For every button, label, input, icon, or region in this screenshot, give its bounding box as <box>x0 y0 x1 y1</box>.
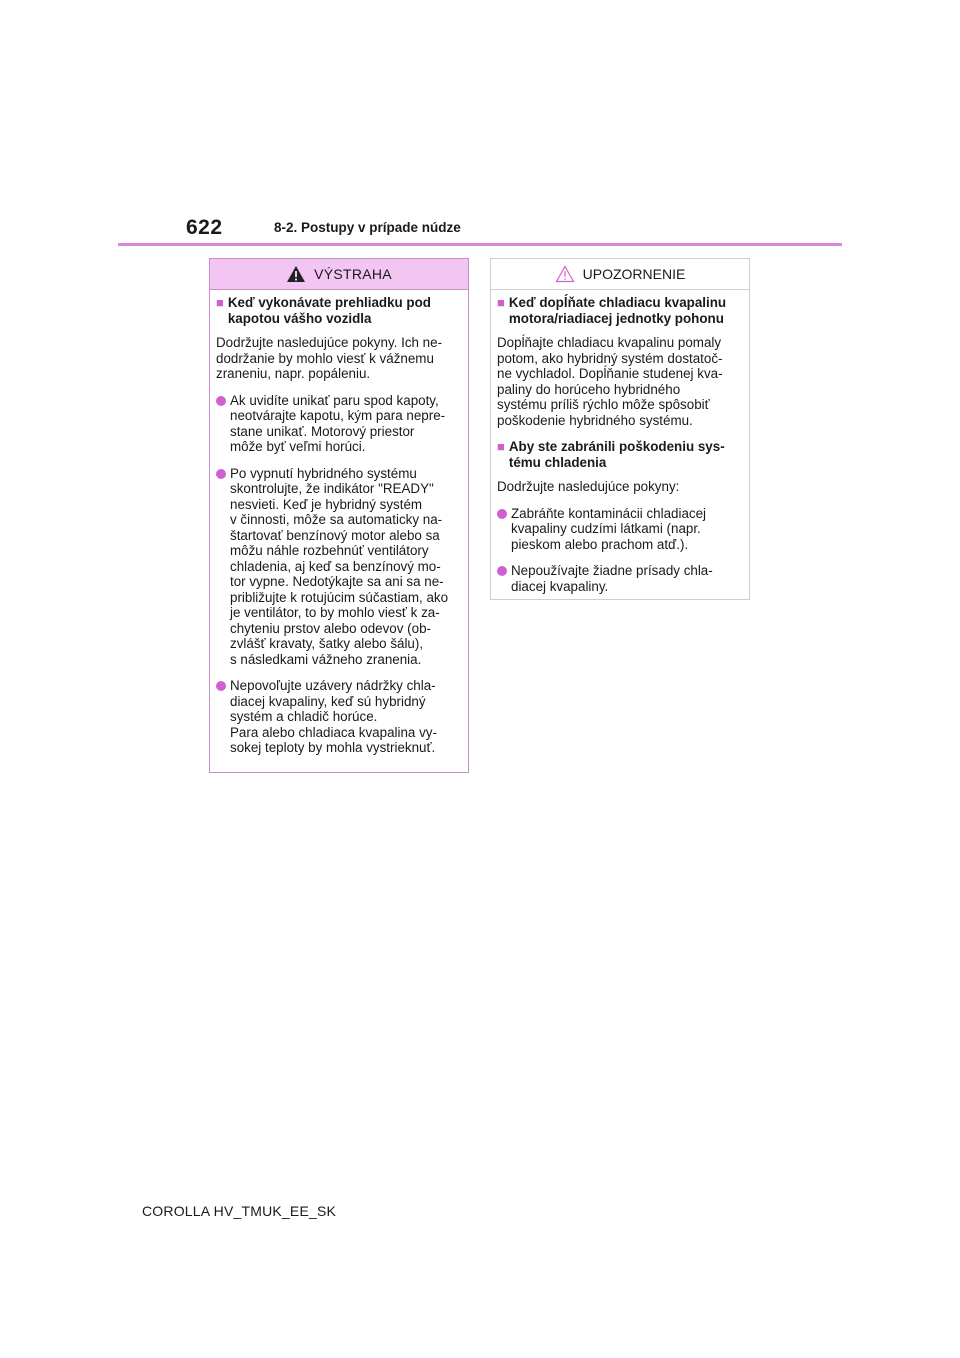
circle-bullet-icon <box>497 509 507 519</box>
notice-bullet-additives <box>497 563 743 594</box>
warning-heading-text: Keď vykonávate prehliadku pod kapotou vášho vozidla <box>227 295 431 326</box>
square-bullet-icon: ■ <box>497 295 505 310</box>
section-title: 8-2. Postupy v prípade núdze <box>274 220 461 235</box>
circle-bullet-icon <box>216 469 226 479</box>
notice-instructions: Dodržujte nasledujúce pokyny: <box>497 479 680 494</box>
warning-box-body <box>210 290 468 756</box>
notice-box <box>490 258 750 600</box>
warning-box-title: VÝSTRAHA <box>314 266 392 282</box>
square-bullet-icon: ■ <box>216 295 224 310</box>
page-number: 622 <box>186 216 223 239</box>
warning-intro: Dodržujte nasledujúce pokyny. Ich ne- dodržanie by mohlo viesť k vážnemu zraneniu, napr. popáleniu. <box>216 335 443 381</box>
notice-box-header <box>491 259 749 290</box>
notice-heading-refill <box>497 295 743 326</box>
caution-triangle-outline-icon <box>555 265 575 283</box>
notice-heading-damage <box>497 439 743 470</box>
warning-box-header <box>210 259 468 290</box>
warning-bullet-caps <box>216 678 462 756</box>
warning-bullet-ready <box>216 466 462 668</box>
notice-bullet-text: Zabráňte kontaminácii chladiacej kvapaliny cudzími látkami (napr. pieskom alebo prachom atď.). <box>511 505 707 552</box>
notice-bullet-contamination <box>497 506 743 553</box>
warning-triangle-icon <box>286 265 306 283</box>
warning-box <box>209 258 469 773</box>
warning-heading <box>216 295 462 326</box>
header-divider <box>118 243 842 246</box>
circle-bullet-icon <box>216 681 226 691</box>
notice-paragraph: Dopĺňajte chladiacu kvapalinu pomaly potom, ako hybridný systém dostatoč- ne vychladol. Dopĺňanie studenej kva- paliny do horúceho hybridného systému príliš rýchlo môže spôsobiť poškodenie hybridného systému. <box>497 335 723 428</box>
circle-bullet-icon <box>216 396 226 406</box>
circle-bullet-icon <box>497 566 507 576</box>
warning-bullet-steam <box>216 393 462 455</box>
warning-bullet-text: Po vypnutí hybridného systému skontrolujte, že indikátor "READY" nesvieti. Keď je hybridný systém v činnosti, môže sa automaticky na- štartovať benzínový motor alebo sa môžu náhle rozbehnúť ventilátory chladenia, aj keď sa benzínový mo- tor vypne. Nedotýkajte sa ani sa ne- približujte k rotujúcim súčastiam, ako je ventilátor, to by mohlo viesť k za- chyteniu prstov alebo odevov (ob- zvlášť kravaty, šatky alebo šálu), s následkami vážneho zranenia. <box>230 465 449 667</box>
notice-box-body <box>491 290 749 594</box>
notice-bullet-text: Nepoužívajte žiadne prísady chla- diacej kvapaliny. <box>511 563 713 594</box>
warning-bullet-text: Nepovoľujte uzávery nádržky chla- diacej kvapaliny, keď sú hybridný systém a chladič horúce. Para alebo chladiaca kvapalina vy- sokej teploty by mohla vystrieknuť. <box>230 678 437 755</box>
document-id: COROLLA HV_TMUK_EE_SK <box>142 1203 337 1219</box>
notice-heading-text: Keď dopĺňate chladiacu kvapalinu motora/riadiacej jednotky pohonu <box>508 295 727 326</box>
warning-bullet-text: Ak uvidíte unikať paru spod kapoty, neotvárajte kapotu, kým para nepre- stane unikať. Motorový priestor môže byť veľmi horúci. <box>230 392 446 454</box>
notice-heading-text: Aby ste zabránili poškodeniu sys- tému chladenia <box>508 439 725 470</box>
notice-box-title: UPOZORNENIE <box>582 266 686 282</box>
square-bullet-icon: ■ <box>497 439 505 454</box>
